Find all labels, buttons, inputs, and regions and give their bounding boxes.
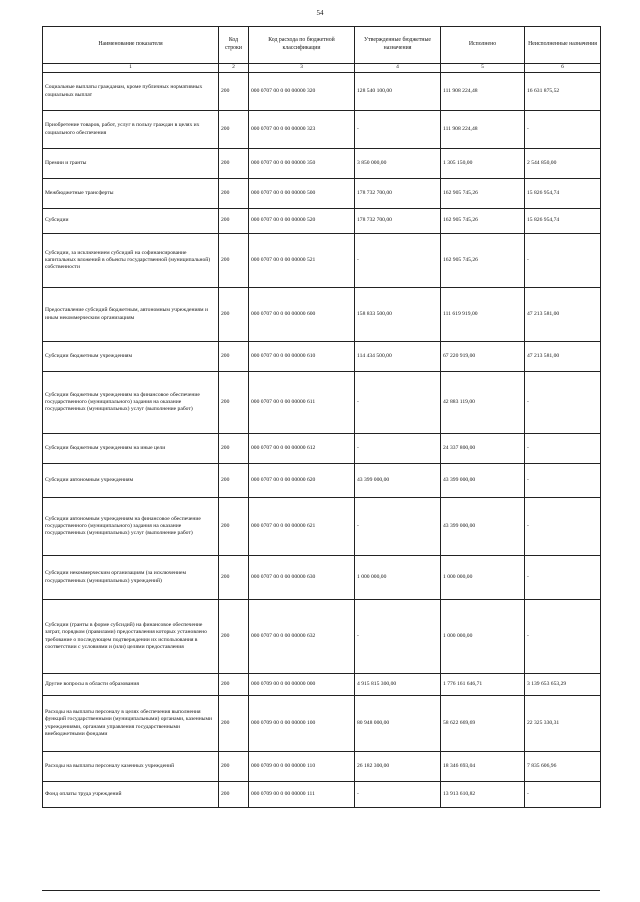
row-unexecuted-amount: -: [525, 498, 601, 556]
row-line-code: 200: [219, 179, 249, 209]
bottom-rule: [42, 890, 600, 891]
header-approved: Утвержденные бюджетные назначения: [355, 27, 441, 64]
row-indicator-name: Другие вопросы в области образования: [43, 674, 219, 696]
header-executed: Исполнено: [441, 27, 525, 64]
table-row: [43, 434, 601, 464]
row-unexecuted-amount: 7 835 606,96: [525, 752, 601, 782]
row-approved-amount: -: [355, 782, 441, 808]
column-number: 5: [441, 64, 525, 73]
row-line-code: 200: [219, 434, 249, 464]
table-row: [43, 498, 601, 556]
row-classification-code: 000 0707 00 0 00 00000 521: [249, 234, 355, 288]
row-unexecuted-amount: 22 325 330,31: [525, 696, 601, 752]
row-executed-amount: 162 905 745,26: [441, 209, 525, 234]
row-indicator-name: Субсидии некоммерческим организациям (за исключением государственных (муниципальных) учреждений): [43, 556, 219, 600]
row-indicator-name: Субсидии автономным учреждениям: [43, 464, 219, 498]
column-number: 3: [249, 64, 355, 73]
row-line-code: 200: [219, 73, 249, 111]
row-executed-amount: 1 000 000,00: [441, 600, 525, 674]
row-unexecuted-amount: -: [525, 434, 601, 464]
row-classification-code: 000 0707 00 0 00 00000 620: [249, 464, 355, 498]
row-classification-code: 000 0707 00 0 00 00000 500: [249, 179, 355, 209]
row-executed-amount: 42 883 119,00: [441, 372, 525, 434]
row-executed-amount: 43 399 000,00: [441, 498, 525, 556]
row-line-code: 200: [219, 674, 249, 696]
row-line-code: 200: [219, 752, 249, 782]
row-line-code: 200: [219, 372, 249, 434]
row-approved-amount: 26 182 300,00: [355, 752, 441, 782]
row-unexecuted-amount: 16 631 875,52: [525, 73, 601, 111]
header-indicator-name: Наименование показателя: [43, 27, 219, 64]
row-indicator-name: Фонд оплаты труда учреждений: [43, 782, 219, 808]
header-row: [43, 27, 601, 64]
column-number: 2: [219, 64, 249, 73]
row-indicator-name: Социальные выплаты гражданам, кроме публичных нормативных социальных выплат: [43, 73, 219, 111]
column-number: 6: [525, 64, 601, 73]
row-approved-amount: -: [355, 498, 441, 556]
row-approved-amount: -: [355, 600, 441, 674]
row-indicator-name: Расходы на выплаты персоналу в целях обеспечения выполнения функций государственными (муниципальными) органами, казенными учреждениями, органами управления государственными внебюджетными фондами: [43, 696, 219, 752]
row-unexecuted-amount: 3 139 653 653,29: [525, 674, 601, 696]
row-line-code: 200: [219, 498, 249, 556]
row-line-code: 200: [219, 464, 249, 498]
row-unexecuted-amount: 15 826 954,74: [525, 179, 601, 209]
table-row: [43, 149, 601, 179]
row-approved-amount: -: [355, 434, 441, 464]
table-row: [43, 752, 601, 782]
row-indicator-name: Премии и гранты: [43, 149, 219, 179]
row-approved-amount: 158 833 500,00: [355, 288, 441, 342]
row-indicator-name: Субсидии бюджетным учреждениям: [43, 342, 219, 372]
row-classification-code: 000 0707 00 0 00 00000 630: [249, 556, 355, 600]
row-unexecuted-amount: -: [525, 234, 601, 288]
row-classification-code: 000 0707 00 0 00 00000 320: [249, 73, 355, 111]
row-line-code: 200: [219, 288, 249, 342]
row-line-code: 200: [219, 111, 249, 149]
row-line-code: 200: [219, 782, 249, 808]
table-body: [43, 73, 601, 808]
column-number: 4: [355, 64, 441, 73]
table-row: [43, 179, 601, 209]
row-line-code: 200: [219, 556, 249, 600]
row-indicator-name: Субсидии, за исключением субсидий на софинансирование капитальных вложений в объекты государственной (муниципальной) собственности: [43, 234, 219, 288]
row-approved-amount: 178 732 700,00: [355, 179, 441, 209]
row-executed-amount: 43 399 000,00: [441, 464, 525, 498]
row-line-code: 200: [219, 342, 249, 372]
table-row: [43, 234, 601, 288]
row-approved-amount: -: [355, 111, 441, 149]
row-indicator-name: Межбюджетные трансферты: [43, 179, 219, 209]
row-unexecuted-amount: -: [525, 464, 601, 498]
row-executed-amount: 162 905 745,26: [441, 179, 525, 209]
row-unexecuted-amount: 2 544 850,00: [525, 149, 601, 179]
row-line-code: 200: [219, 209, 249, 234]
row-classification-code: 000 0707 00 0 00 00000 520: [249, 209, 355, 234]
row-executed-amount: 111 619 919,00: [441, 288, 525, 342]
table-row: [43, 782, 601, 808]
row-indicator-name: Предоставление субсидий бюджетным, автономным учреждениям и иным некоммерческим организациям: [43, 288, 219, 342]
row-unexecuted-amount: 47 213 581,00: [525, 342, 601, 372]
row-approved-amount: 178 732 700,00: [355, 209, 441, 234]
row-classification-code: 000 0707 00 0 00 00000 612: [249, 434, 355, 464]
row-unexecuted-amount: 47 213 581,00: [525, 288, 601, 342]
table-row: [43, 288, 601, 342]
table-row: [43, 73, 601, 111]
row-executed-amount: 67 220 919,00: [441, 342, 525, 372]
column-number: 1: [43, 64, 219, 73]
row-indicator-name: Субсидии бюджетным учреждениям на иные цели: [43, 434, 219, 464]
row-indicator-name: Субсидии бюджетным учреждениям на финансовое обеспечение государственного (муниципального) задания на оказание государственных (муниципальных) услуг (выполнение работ): [43, 372, 219, 434]
row-unexecuted-amount: -: [525, 600, 601, 674]
table-row: [43, 600, 601, 674]
budget-execution-table: [42, 26, 601, 808]
row-classification-code: 000 0709 00 0 00 00000 100: [249, 696, 355, 752]
row-classification-code: 000 0709 00 0 00 00000 000: [249, 674, 355, 696]
table-row: [43, 674, 601, 696]
table-row: [43, 556, 601, 600]
row-classification-code: 000 0707 00 0 00 00000 610: [249, 342, 355, 372]
row-approved-amount: 80 948 000,00: [355, 696, 441, 752]
row-approved-amount: 114 434 500,00: [355, 342, 441, 372]
row-executed-amount: 111 908 224,48: [441, 111, 525, 149]
row-approved-amount: 128 540 100,00: [355, 73, 441, 111]
table-row: [43, 209, 601, 234]
row-classification-code: 000 0707 00 0 00 00000 323: [249, 111, 355, 149]
row-line-code: 200: [219, 149, 249, 179]
row-unexecuted-amount: -: [525, 111, 601, 149]
row-line-code: 200: [219, 696, 249, 752]
row-classification-code: 000 0707 00 0 00 00000 600: [249, 288, 355, 342]
table-row: [43, 696, 601, 752]
row-indicator-name: Расходы на выплаты персоналу казенных учреждений: [43, 752, 219, 782]
table-row: [43, 342, 601, 372]
row-unexecuted-amount: -: [525, 556, 601, 600]
row-executed-amount: 58 622 669,69: [441, 696, 525, 752]
row-executed-amount: 24 337 800,00: [441, 434, 525, 464]
row-indicator-name: Субсидии автономным учреждениям на финансовое обеспечение государственного (муниципального) задания на оказание государственных (муниципальных) услуг (выполнение работ): [43, 498, 219, 556]
row-classification-code: 000 0707 00 0 00 00000 350: [249, 149, 355, 179]
row-classification-code: 000 0709 00 0 00 00000 110: [249, 752, 355, 782]
row-executed-amount: 162 905 745,26: [441, 234, 525, 288]
page-number: 54: [316, 9, 324, 17]
row-line-code: 200: [219, 234, 249, 288]
row-classification-code: 000 0707 00 0 00 00000 611: [249, 372, 355, 434]
table-row: [43, 111, 601, 149]
row-classification-code: 000 0707 00 0 00 00000 632: [249, 600, 355, 674]
row-executed-amount: 13 913 610,82: [441, 782, 525, 808]
row-unexecuted-amount: -: [525, 782, 601, 808]
row-approved-amount: 4 915 815 300,00: [355, 674, 441, 696]
row-line-code: 200: [219, 600, 249, 674]
table-row: [43, 464, 601, 498]
row-indicator-name: Приобретение товаров, работ, услуг в пользу граждан в целях их социального обеспечения: [43, 111, 219, 149]
row-approved-amount: -: [355, 234, 441, 288]
row-executed-amount: 1 000 000,00: [441, 556, 525, 600]
row-classification-code: 000 0707 00 0 00 00000 621: [249, 498, 355, 556]
header-line-code: Код строки: [219, 27, 249, 64]
row-indicator-name: Субсидии (гранты в форме субсидий) на финансовое обеспечение затрат, порядком (правилами) предоставления которых установлено требование о последующем подтверждении их использования в соответствии с условиями и (или) целями предоставления: [43, 600, 219, 674]
row-executed-amount: 1 776 161 646,71: [441, 674, 525, 696]
row-classification-code: 000 0709 00 0 00 00000 111: [249, 782, 355, 808]
row-approved-amount: 3 850 000,00: [355, 149, 441, 179]
row-executed-amount: 18 346 693,04: [441, 752, 525, 782]
row-approved-amount: 1 000 000,00: [355, 556, 441, 600]
row-executed-amount: 1 305 150,00: [441, 149, 525, 179]
row-unexecuted-amount: -: [525, 372, 601, 434]
row-approved-amount: 43 399 000,00: [355, 464, 441, 498]
header-budget-classification: Код расхода по бюджетной классификации: [249, 27, 355, 64]
column-number-row: [43, 64, 601, 73]
row-executed-amount: 111 908 224,48: [441, 73, 525, 111]
header-unexecuted: Неисполненные назначения: [525, 27, 601, 64]
row-indicator-name: Субсидии: [43, 209, 219, 234]
row-approved-amount: -: [355, 372, 441, 434]
table-row: [43, 372, 601, 434]
row-unexecuted-amount: 15 826 954,74: [525, 209, 601, 234]
